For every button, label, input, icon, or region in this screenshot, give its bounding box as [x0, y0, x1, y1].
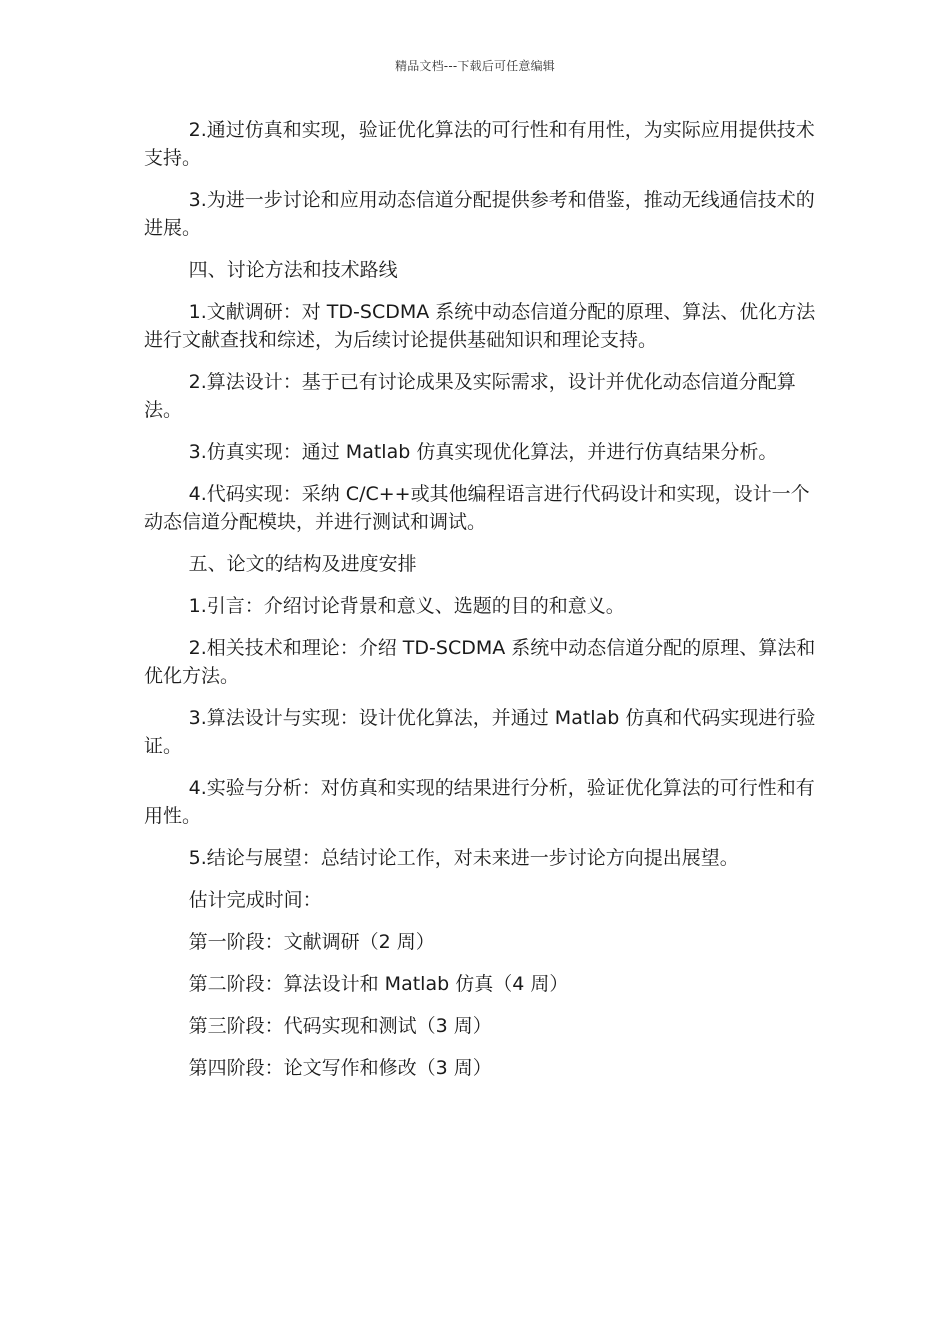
section-heading-methods: 四、讨论方法和技术路线	[188, 259, 398, 281]
schedule-stage-4: 第四阶段：论文写作和修改（3 周）	[188, 1057, 492, 1079]
document-body	[144, 116, 816, 1096]
paragraph-structure-4: 4.实验与分析：对仿真和实现的结果进行分析，验证优化算法的可行性和有用性。	[144, 777, 815, 827]
section-heading-structure: 五、论文的结构及进度安排	[188, 553, 417, 575]
page-header-note: 精品文档---下载后可任意编辑	[395, 59, 555, 73]
paragraph-objective-3: 3.为进一步讨论和应用动态信道分配提供参考和借鉴，推动无线通信技术的进展。	[144, 189, 815, 239]
schedule-stage-2: 第二阶段：算法设计和 Matlab 仿真（4 周）	[188, 973, 569, 995]
paragraph-method-2: 2.算法设计：基于已有讨论成果及实际需求，设计并优化动态信道分配算法。	[144, 371, 796, 421]
paragraph-method-3: 3.仿真实现：通过 Matlab 仿真实现优化算法，并进行仿真结果分析。	[188, 441, 778, 463]
paragraph-structure-5: 5.结论与展望：总结讨论工作，对未来进一步讨论方向提出展望。	[188, 847, 739, 869]
paragraph-structure-1: 1.引言：介绍讨论背景和意义、选题的目的和意义。	[188, 595, 625, 617]
paragraph-structure-2: 2.相关技术和理论：介绍 TD-SCDMA 系统中动态信道分配的原理、算法和优化方法。	[144, 637, 816, 687]
schedule-stage-3: 第三阶段：代码实现和测试（3 周）	[188, 1015, 492, 1037]
paragraph-method-4: 4.代码实现：采纳 C/C++或其他编程语言进行代码设计和实现，设计一个动态信道分配模块，并进行测试和调试。	[144, 483, 810, 533]
paragraph-objective-2: 2.通过仿真和实现，验证优化算法的可行性和有用性，为实际应用提供技术支持。	[144, 119, 815, 169]
paragraph-structure-3: 3.算法设计与实现：设计优化算法，并通过 Matlab 仿真和代码实现进行验证。	[144, 707, 816, 757]
schedule-heading: 估计完成时间：	[188, 889, 322, 911]
paragraph-method-1: 1.文献调研：对 TD-SCDMA 系统中动态信道分配的原理、算法、优化方法进行文献查找和综述，为后续讨论提供基础知识和理论支持。	[144, 301, 816, 351]
schedule-stage-1: 第一阶段：文献调研（2 周）	[188, 931, 435, 953]
